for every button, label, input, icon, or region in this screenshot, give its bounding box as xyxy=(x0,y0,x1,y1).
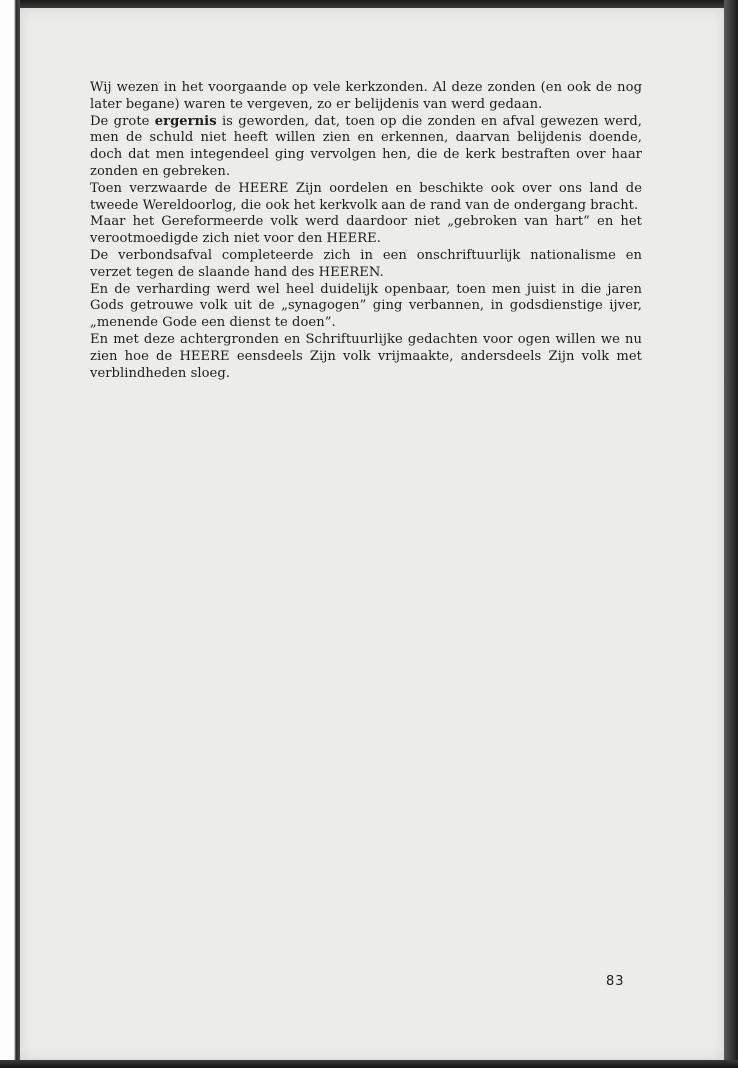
paragraph-text: En met deze achtergronden en Schriftuurlijke gedachten voor ogen willen we nu zien hoe de HEERE eensdeels Zijn volk vrijmaakte, andersdeels Zijn volk met verblindheden sloeg. xyxy=(90,331,642,381)
scan-edge-right xyxy=(724,0,738,1068)
paragraph xyxy=(90,282,642,332)
paragraph-text: De grote xyxy=(90,113,155,129)
scan-edge-left xyxy=(0,0,20,1068)
paragraph xyxy=(90,332,642,382)
paragraph-text: is geworden, dat, toen op die zonden en afval gewezen werd, men de schuld niet heeft willen zien en erkennen, daarvan belijdenis doende, doch dat men integendeel ging vervolgen hen, die de kerk bestraften over haar zonden en gebreken. xyxy=(90,113,642,179)
paragraph-text: En de verharding werd wel heel duidelijk openbaar, toen men juist in die jaren Gods getrouwe volk uit de „synagogen” ging verbannen, in godsdienstige ijver, „menende Gode een dienst te doen”. xyxy=(90,281,642,331)
body-text xyxy=(90,80,642,382)
paragraph xyxy=(90,248,642,282)
scan-edge-bottom xyxy=(0,1060,738,1068)
paragraph xyxy=(90,114,642,181)
paragraph-text: Maar het Gereformeerde volk werd daardoor niet „gebroken van hart” en het verootmoedigde zich niet voor den HEERE. xyxy=(90,214,642,247)
paragraph xyxy=(90,80,642,114)
paragraph-text: De verbondsafval completeerde zich in een onschriftuurlijk nationalisme en verzet tegen de slaande hand des HEEREN. xyxy=(90,247,642,280)
paragraph xyxy=(90,181,642,215)
paragraph-text: Wij wezen in het voorgaande op vele kerkzonden. Al deze zonden (en ook de nog later begane) waren te vergeven, zo er belijdenis van werd gedaan. xyxy=(90,80,642,112)
paragraph-text: Toen verzwaarde de HEERE Zijn oordelen en beschikte ook over ons land de tweede Wereldoorlog, die ook het kerkvolk aan de rand van de ondergang bracht. xyxy=(90,180,642,213)
scan-edge-top xyxy=(0,0,738,8)
emphasis-text: ergernis xyxy=(154,113,217,129)
page-number: 83 xyxy=(606,974,625,989)
paragraph xyxy=(90,214,642,248)
